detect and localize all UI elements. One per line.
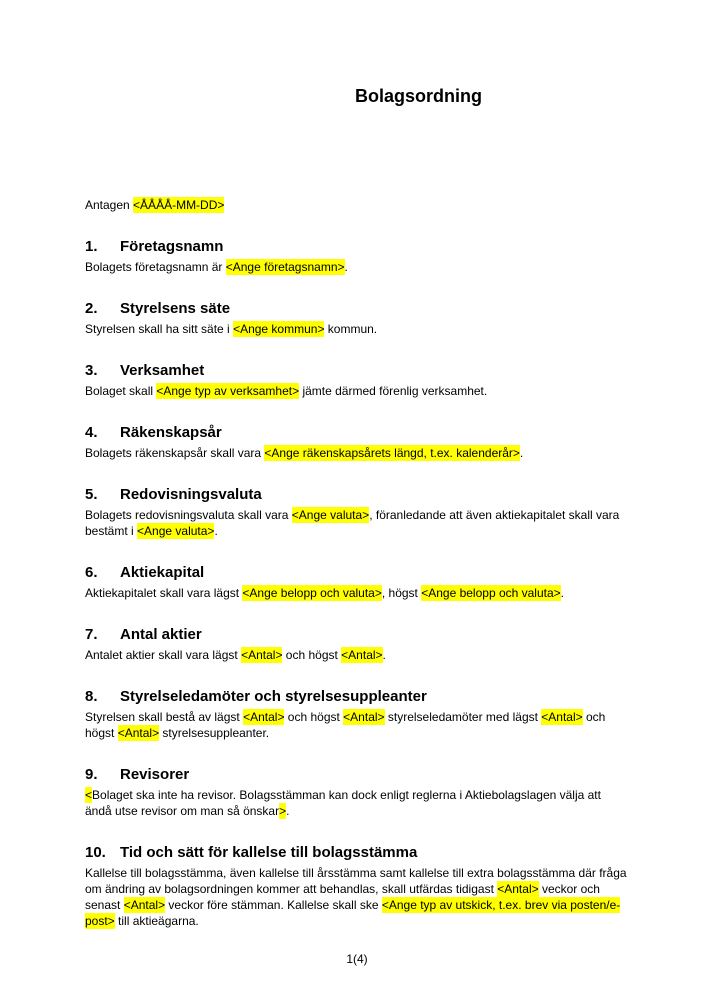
text-run: .: [286, 804, 290, 818]
section: [85, 300, 629, 337]
section-number: 9.: [85, 766, 98, 783]
section: [85, 564, 629, 601]
section-heading: [85, 486, 629, 503]
page-number: 1(4): [346, 952, 368, 966]
placeholder-highlight: <Antal>: [117, 726, 160, 740]
section: [85, 688, 629, 741]
text-run: Bolagets redovisningsvaluta skall vara: [85, 508, 292, 522]
section-number: 8.: [85, 688, 98, 705]
section-title: Styrelseledamöter och styrelsesuppleanter: [120, 688, 427, 705]
section: [85, 362, 629, 399]
text-run: , högst: [381, 586, 422, 600]
section-heading: [85, 626, 629, 643]
placeholder-highlight: <: [85, 788, 93, 802]
text-run: styrelseledamöter med lägst: [384, 710, 542, 724]
section-number: 10.: [85, 844, 106, 861]
text-run: Aktiekapitalet skall vara lägst: [85, 586, 243, 600]
placeholder-highlight: <Antal>: [341, 648, 383, 662]
adopted-date-line: [85, 197, 629, 213]
placeholder-highlight: <Antal>: [241, 648, 283, 662]
text-run: veckor och senast: [85, 882, 600, 912]
section: [85, 424, 629, 461]
text-run: jämte därmed förenlig verksamhet.: [299, 384, 488, 398]
section-number: 5.: [85, 486, 98, 503]
section-body: [85, 647, 629, 663]
placeholder-highlight: <Ange valuta>: [291, 508, 370, 522]
section-title: Revisorer: [120, 766, 190, 783]
text-run: veckor före stämman. Kallelse skall ske: [165, 898, 382, 912]
section-number: 3.: [85, 362, 98, 379]
section-title: Verksamhet: [120, 362, 205, 379]
section-body: [85, 865, 629, 929]
placeholder-highlight: <Ange belopp och valuta>: [421, 586, 561, 600]
placeholder-highlight: <Antal>: [541, 710, 583, 724]
section: [85, 766, 629, 819]
text-run: Bolaget skall: [85, 384, 157, 398]
section-heading: [85, 238, 629, 255]
text-run: .: [519, 446, 524, 460]
text-run: kommun.: [324, 322, 378, 336]
text-run: och högst: [282, 648, 342, 662]
section-title: Antal aktier: [120, 626, 202, 643]
placeholder-highlight: <Ange belopp och valuta>: [242, 586, 382, 600]
text-run: och högst: [284, 710, 344, 724]
section: [85, 844, 629, 929]
text-run: Antalet aktier skall vara lägst: [85, 648, 242, 662]
section-body: [85, 383, 629, 399]
text-run: styrelsesuppleanter.: [159, 726, 270, 740]
section-body: [85, 709, 629, 741]
section-body: [85, 507, 629, 539]
section-body: [85, 445, 629, 461]
section-body: [85, 585, 629, 601]
text-run: Kallelse till bolagsstämma, även kallelse till årsstämma samt kallelse till extra bolagsstämma där fråga om ändring av bolagsordningen kommer att behandlas, skall utfärdas tidigast: [85, 866, 627, 896]
section-heading: [85, 688, 629, 705]
text-run: .: [344, 260, 348, 274]
section-heading: [85, 844, 629, 861]
section-number: 7.: [85, 626, 98, 643]
section-body: [85, 321, 629, 337]
text-run: Styrelsen skall bestå av lägst: [85, 710, 244, 724]
text-run: Styrelsen skall ha sitt säte i: [85, 322, 234, 336]
placeholder-highlight: <Ange typ av utskick, t.ex. brev via posten/e-post>: [85, 898, 621, 928]
placeholder-highlight: <ÅÅÅÅ-MM-DD>: [133, 198, 225, 212]
section-title: Räkenskapsår: [120, 424, 222, 441]
placeholder-highlight: >: [279, 804, 287, 818]
text-run: , föranledande att även aktiekapitalet skall vara bestämt i: [85, 508, 620, 538]
text-run: .: [560, 586, 565, 600]
placeholder-highlight: <Antal>: [243, 710, 285, 724]
section-title: Företagsnamn: [120, 238, 224, 255]
section-heading: [85, 424, 629, 441]
section: [85, 486, 629, 539]
placeholder-highlight: <Ange räkenskapsårets längd, t.ex. kalenderår>: [264, 446, 520, 460]
section-number: 2.: [85, 300, 98, 317]
section-title: Redovisningsvaluta: [120, 486, 262, 503]
text-run: Bolagets räkenskapsår skall vara: [85, 446, 265, 460]
section-heading: [85, 362, 629, 379]
section-body: [85, 787, 629, 819]
section: [85, 626, 629, 663]
section-body: [85, 259, 629, 275]
placeholder-highlight: <Antal>: [497, 882, 539, 896]
section-title: Aktiekapital: [120, 564, 205, 581]
section-heading: [85, 300, 629, 317]
sections-container: [85, 238, 629, 929]
text-run: och högst: [85, 710, 606, 740]
text-run: Bolagets företagsnamn är: [85, 260, 226, 274]
section-heading: [85, 564, 629, 581]
text-run: .: [214, 524, 218, 538]
section-number: 4.: [85, 424, 98, 441]
text-run: Bolaget ska inte ha revisor. Bolagsstämman kan dock enligt reglerna i Aktiebolagslagen välja att ändå utse revisor om man så önskar: [85, 788, 601, 818]
section-heading: [85, 766, 629, 783]
section-number: 6.: [85, 564, 98, 581]
placeholder-highlight: <Antal>: [123, 898, 166, 912]
text-run: Antagen: [85, 198, 134, 212]
section: [85, 238, 629, 275]
placeholder-highlight: <Ange valuta>: [137, 524, 215, 538]
section-number: 1.: [85, 238, 98, 255]
text-run: till aktieägarna.: [114, 914, 199, 928]
placeholder-highlight: <Ange typ av verksamhet>: [156, 384, 300, 398]
text-run: .: [382, 648, 386, 662]
placeholder-highlight: <Ange företagsnamn>: [225, 260, 345, 274]
document-title: Bolagsordning: [355, 86, 482, 106]
section-title: Styrelsens säte: [120, 300, 231, 317]
placeholder-highlight: <Antal>: [343, 710, 385, 724]
placeholder-highlight: <Ange kommun>: [233, 322, 325, 336]
section-title: Tid och sätt för kallelse till bolagsstämma: [120, 844, 418, 861]
